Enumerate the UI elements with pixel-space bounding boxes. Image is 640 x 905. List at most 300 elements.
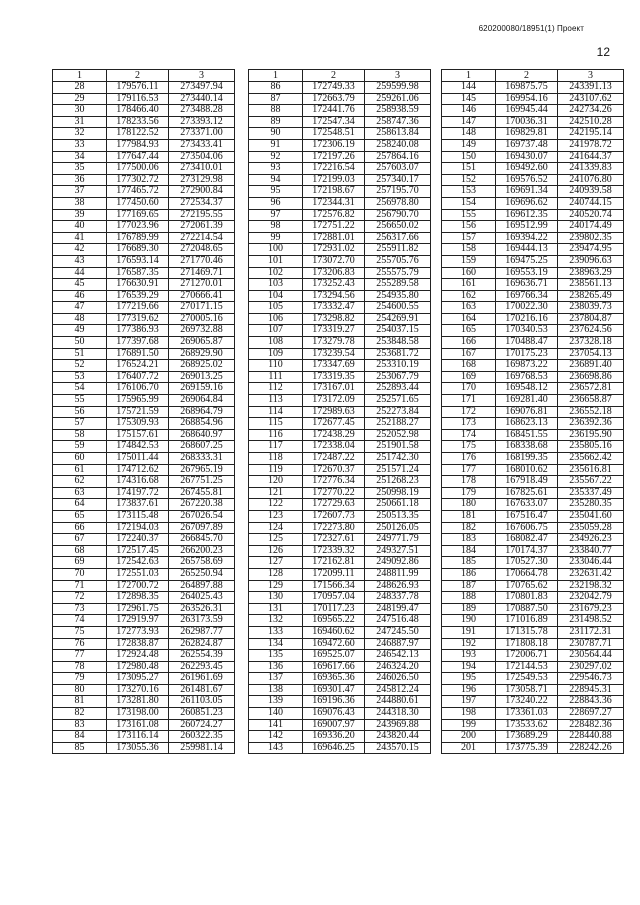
point-number-cell: 123 [249, 510, 303, 522]
point-number-cell: 178 [442, 476, 496, 488]
column-header: 1 [442, 70, 496, 82]
table-header-row [53, 70, 235, 82]
y-coordinate-cell: 267220.38 [169, 499, 235, 511]
y-coordinate-cell: 251268.23 [365, 476, 431, 488]
point-number-cell: 69 [53, 557, 107, 569]
x-coordinate-cell: 169196.36 [303, 696, 365, 708]
table-row [53, 116, 235, 128]
table-row [53, 661, 235, 673]
y-coordinate-cell: 235567.22 [558, 476, 624, 488]
y-coordinate-cell: 252571.65 [365, 395, 431, 407]
table-row [442, 673, 624, 685]
x-coordinate-cell: 171808.18 [496, 638, 558, 650]
x-coordinate-cell: 169873.22 [496, 360, 558, 372]
y-coordinate-cell: 235805.16 [558, 441, 624, 453]
y-coordinate-cell: 243570.15 [365, 742, 431, 754]
table-row [53, 279, 235, 291]
y-coordinate-cell: 236195.90 [558, 429, 624, 441]
table-row [249, 650, 431, 662]
table-row [249, 209, 431, 221]
x-coordinate-cell: 169766.34 [496, 290, 558, 302]
x-coordinate-cell: 169301.47 [303, 684, 365, 696]
table-row [249, 696, 431, 708]
table-row [53, 464, 235, 476]
table-row [442, 325, 624, 337]
y-coordinate-cell: 255289.58 [365, 279, 431, 291]
y-coordinate-cell: 246026.50 [365, 673, 431, 685]
point-number-cell: 134 [249, 638, 303, 650]
x-coordinate-cell: 173298.82 [303, 313, 365, 325]
y-coordinate-cell: 228440.88 [558, 731, 624, 743]
x-coordinate-cell: 176524.21 [107, 360, 169, 372]
x-coordinate-cell: 172881.01 [303, 232, 365, 244]
point-number-cell: 116 [249, 429, 303, 441]
x-coordinate-cell: 168010.62 [496, 464, 558, 476]
table-row [53, 592, 235, 604]
table-row [53, 650, 235, 662]
x-coordinate-cell: 173837.61 [107, 499, 169, 511]
y-coordinate-cell: 238265.49 [558, 290, 624, 302]
point-number-cell: 31 [53, 116, 107, 128]
table-row [442, 557, 624, 569]
x-coordinate-cell: 170036.31 [496, 116, 558, 128]
y-coordinate-cell: 251571.24 [365, 464, 431, 476]
point-number-cell: 95 [249, 186, 303, 198]
y-coordinate-cell: 257195.70 [365, 186, 431, 198]
point-number-cell: 101 [249, 255, 303, 267]
table-row [442, 626, 624, 638]
y-coordinate-cell: 256978.80 [365, 197, 431, 209]
x-coordinate-cell: 172547.34 [303, 116, 365, 128]
point-number-cell: 115 [249, 418, 303, 430]
table-row [442, 406, 624, 418]
y-coordinate-cell: 267097.89 [169, 522, 235, 534]
table-row [249, 139, 431, 151]
table-row [53, 209, 235, 221]
table-row [249, 510, 431, 522]
x-coordinate-cell: 172006.71 [496, 650, 558, 662]
point-number-cell: 179 [442, 487, 496, 499]
table-row [53, 290, 235, 302]
point-number-cell: 109 [249, 348, 303, 360]
table-row [249, 186, 431, 198]
table-row [442, 290, 624, 302]
table-row [249, 453, 431, 465]
point-number-cell: 94 [249, 174, 303, 186]
column-header: 3 [558, 70, 624, 82]
table-row [249, 487, 431, 499]
point-number-cell: 90 [249, 128, 303, 140]
x-coordinate-cell: 172517.45 [107, 545, 169, 557]
point-number-cell: 170 [442, 383, 496, 395]
point-number-cell: 191 [442, 626, 496, 638]
x-coordinate-cell: 176891.50 [107, 348, 169, 360]
table-row [53, 580, 235, 592]
x-coordinate-cell: 172961.75 [107, 603, 169, 615]
x-coordinate-cell: 173332.47 [303, 302, 365, 314]
point-number-cell: 59 [53, 441, 107, 453]
x-coordinate-cell: 172487.22 [303, 453, 365, 465]
y-coordinate-cell: 268929.90 [169, 348, 235, 360]
point-number-cell: 155 [442, 209, 496, 221]
y-coordinate-cell: 228697.27 [558, 708, 624, 720]
x-coordinate-cell: 172548.51 [303, 128, 365, 140]
y-coordinate-cell: 269013.25 [169, 371, 235, 383]
x-coordinate-cell: 172607.73 [303, 510, 365, 522]
table-row [442, 742, 624, 754]
point-number-cell: 140 [249, 708, 303, 720]
x-coordinate-cell: 172144.53 [496, 661, 558, 673]
coordinates-table-1 [52, 69, 235, 754]
table-row [442, 186, 624, 198]
point-number-cell: 168 [442, 360, 496, 372]
y-coordinate-cell: 241339.83 [558, 163, 624, 175]
x-coordinate-cell: 170488.47 [496, 337, 558, 349]
x-coordinate-cell: 172198.67 [303, 186, 365, 198]
table-row [442, 337, 624, 349]
y-coordinate-cell: 239802.35 [558, 232, 624, 244]
y-coordinate-cell: 237054.13 [558, 348, 624, 360]
x-coordinate-cell: 176106.70 [107, 383, 169, 395]
point-number-cell: 108 [249, 337, 303, 349]
table-header-row [442, 70, 624, 82]
y-coordinate-cell: 249092.86 [365, 557, 431, 569]
point-number-cell: 78 [53, 661, 107, 673]
y-coordinate-cell: 251742.30 [365, 453, 431, 465]
table-row [53, 534, 235, 546]
y-coordinate-cell: 252188.27 [365, 418, 431, 430]
y-coordinate-cell: 245812.24 [365, 684, 431, 696]
point-number-cell: 126 [249, 545, 303, 557]
point-number-cell: 195 [442, 673, 496, 685]
x-coordinate-cell: 168199.35 [496, 453, 558, 465]
point-number-cell: 61 [53, 464, 107, 476]
y-coordinate-cell: 258613.84 [365, 128, 431, 140]
x-coordinate-cell: 175721.59 [107, 406, 169, 418]
table-row [442, 151, 624, 163]
table-row [442, 209, 624, 221]
x-coordinate-cell: 169460.62 [303, 626, 365, 638]
table-row [442, 255, 624, 267]
table-row [249, 232, 431, 244]
point-number-cell: 136 [249, 661, 303, 673]
table-row [442, 522, 624, 534]
x-coordinate-cell: 172194.03 [107, 522, 169, 534]
table-row [53, 684, 235, 696]
point-number-cell: 43 [53, 255, 107, 267]
y-coordinate-cell: 235059.28 [558, 522, 624, 534]
y-coordinate-cell: 260322.35 [169, 731, 235, 743]
x-coordinate-cell: 172240.37 [107, 534, 169, 546]
y-coordinate-cell: 254269.91 [365, 313, 431, 325]
point-number-cell: 56 [53, 406, 107, 418]
point-number-cell: 149 [442, 139, 496, 151]
point-number-cell: 148 [442, 128, 496, 140]
table-row [249, 279, 431, 291]
table-row [249, 731, 431, 743]
column-header: 1 [53, 70, 107, 82]
x-coordinate-cell: 179116.53 [107, 93, 169, 105]
point-number-cell: 39 [53, 209, 107, 221]
y-coordinate-cell: 228843.36 [558, 696, 624, 708]
table-row [249, 592, 431, 604]
y-coordinate-cell: 268640.97 [169, 429, 235, 441]
x-coordinate-cell: 168451.55 [496, 429, 558, 441]
table-row [249, 568, 431, 580]
point-number-cell: 55 [53, 395, 107, 407]
table-row [442, 453, 624, 465]
x-coordinate-cell: 177023.96 [107, 221, 169, 233]
x-coordinate-cell: 169553.19 [496, 267, 558, 279]
point-number-cell: 85 [53, 742, 107, 754]
y-coordinate-cell: 271469.71 [169, 267, 235, 279]
y-coordinate-cell: 237624.56 [558, 325, 624, 337]
table-row [442, 244, 624, 256]
y-coordinate-cell: 251901.58 [365, 441, 431, 453]
table-row [442, 638, 624, 650]
point-number-cell: 62 [53, 476, 107, 488]
point-number-cell: 152 [442, 174, 496, 186]
table-row [53, 325, 235, 337]
table-row [249, 580, 431, 592]
table-row [249, 395, 431, 407]
point-number-cell: 137 [249, 673, 303, 685]
x-coordinate-cell: 172576.82 [303, 209, 365, 221]
y-coordinate-cell: 232198.32 [558, 580, 624, 592]
point-number-cell: 171 [442, 395, 496, 407]
y-coordinate-cell: 256790.70 [365, 209, 431, 221]
x-coordinate-cell: 173281.80 [107, 696, 169, 708]
y-coordinate-cell: 237328.18 [558, 337, 624, 349]
y-coordinate-cell: 236572.81 [558, 383, 624, 395]
point-number-cell: 163 [442, 302, 496, 314]
point-number-cell: 188 [442, 592, 496, 604]
y-coordinate-cell: 266845.70 [169, 534, 235, 546]
x-coordinate-cell: 172729.63 [303, 499, 365, 511]
x-coordinate-cell: 179576.11 [107, 82, 169, 94]
y-coordinate-cell: 272534.37 [169, 197, 235, 209]
point-number-cell: 60 [53, 453, 107, 465]
point-number-cell: 71 [53, 580, 107, 592]
point-number-cell: 154 [442, 197, 496, 209]
x-coordinate-cell: 173115.48 [107, 510, 169, 522]
x-coordinate-cell: 172670.37 [303, 464, 365, 476]
y-coordinate-cell: 272048.65 [169, 244, 235, 256]
y-coordinate-cell: 242195.14 [558, 128, 624, 140]
point-number-cell: 129 [249, 580, 303, 592]
column-header: 3 [365, 70, 431, 82]
y-coordinate-cell: 257340.17 [365, 174, 431, 186]
x-coordinate-cell: 175011.44 [107, 453, 169, 465]
y-coordinate-cell: 267751.25 [169, 476, 235, 488]
y-coordinate-cell: 263526.31 [169, 603, 235, 615]
point-number-cell: 29 [53, 93, 107, 105]
table-row [442, 696, 624, 708]
y-coordinate-cell: 264897.88 [169, 580, 235, 592]
table-row [53, 151, 235, 163]
y-coordinate-cell: 250126.05 [365, 522, 431, 534]
point-number-cell: 103 [249, 279, 303, 291]
point-number-cell: 143 [249, 742, 303, 754]
x-coordinate-cell: 176407.72 [107, 371, 169, 383]
point-number-cell: 81 [53, 696, 107, 708]
table-row [442, 163, 624, 175]
table-row [249, 418, 431, 430]
point-number-cell: 110 [249, 360, 303, 372]
y-coordinate-cell: 231498.52 [558, 615, 624, 627]
x-coordinate-cell: 169472.60 [303, 638, 365, 650]
table-row [249, 290, 431, 302]
y-coordinate-cell: 240520.74 [558, 209, 624, 221]
x-coordinate-cell: 172327.61 [303, 534, 365, 546]
point-number-cell: 52 [53, 360, 107, 372]
table-row [249, 128, 431, 140]
x-coordinate-cell: 172099.11 [303, 568, 365, 580]
table-row [442, 476, 624, 488]
y-coordinate-cell: 262293.45 [169, 661, 235, 673]
x-coordinate-cell: 170527.30 [496, 557, 558, 569]
point-number-cell: 106 [249, 313, 303, 325]
x-coordinate-cell: 167825.61 [496, 487, 558, 499]
y-coordinate-cell: 230787.71 [558, 638, 624, 650]
point-number-cell: 38 [53, 197, 107, 209]
point-number-cell: 51 [53, 348, 107, 360]
y-coordinate-cell: 232631.42 [558, 568, 624, 580]
x-coordinate-cell: 177319.62 [107, 313, 169, 325]
y-coordinate-cell: 270005.16 [169, 313, 235, 325]
point-number-cell: 180 [442, 499, 496, 511]
point-number-cell: 175 [442, 441, 496, 453]
y-coordinate-cell: 248811.99 [365, 568, 431, 580]
y-coordinate-cell: 228242.26 [558, 742, 624, 754]
y-coordinate-cell: 254037.15 [365, 325, 431, 337]
point-number-cell: 35 [53, 163, 107, 175]
y-coordinate-cell: 258747.36 [365, 116, 431, 128]
table-row [249, 221, 431, 233]
y-coordinate-cell: 249327.51 [365, 545, 431, 557]
y-coordinate-cell: 249771.79 [365, 534, 431, 546]
table-row [249, 708, 431, 720]
point-number-cell: 192 [442, 638, 496, 650]
point-number-cell: 41 [53, 232, 107, 244]
point-number-cell: 102 [249, 267, 303, 279]
table-row [249, 302, 431, 314]
x-coordinate-cell: 172663.79 [303, 93, 365, 105]
y-coordinate-cell: 240174.49 [558, 221, 624, 233]
table-row [249, 429, 431, 441]
x-coordinate-cell: 177450.60 [107, 197, 169, 209]
point-number-cell: 88 [249, 105, 303, 117]
point-number-cell: 120 [249, 476, 303, 488]
table-row [53, 696, 235, 708]
point-number-cell: 196 [442, 684, 496, 696]
x-coordinate-cell: 169696.62 [496, 197, 558, 209]
point-number-cell: 105 [249, 302, 303, 314]
page-number: 12 [596, 45, 610, 59]
x-coordinate-cell: 169076.81 [496, 406, 558, 418]
point-number-cell: 82 [53, 708, 107, 720]
x-coordinate-cell: 171566.34 [303, 580, 365, 592]
x-coordinate-cell: 173058.71 [496, 684, 558, 696]
y-coordinate-cell: 233840.77 [558, 545, 624, 557]
table-row [249, 464, 431, 476]
y-coordinate-cell: 243107.62 [558, 93, 624, 105]
table-row [249, 557, 431, 569]
point-number-cell: 153 [442, 186, 496, 198]
table-row [249, 255, 431, 267]
table-row [249, 742, 431, 754]
point-number-cell: 84 [53, 731, 107, 743]
coordinates-table-2 [248, 69, 431, 754]
x-coordinate-cell: 172344.31 [303, 197, 365, 209]
y-coordinate-cell: 273488.28 [169, 105, 235, 117]
table-row [53, 395, 235, 407]
y-coordinate-cell: 247245.50 [365, 626, 431, 638]
x-coordinate-cell: 170664.78 [496, 568, 558, 580]
column-header: 3 [169, 70, 235, 82]
x-coordinate-cell: 168082.47 [496, 534, 558, 546]
y-coordinate-cell: 236552.18 [558, 406, 624, 418]
x-coordinate-cell: 170022.30 [496, 302, 558, 314]
table-row [53, 302, 235, 314]
table-row [53, 626, 235, 638]
x-coordinate-cell: 172924.48 [107, 650, 169, 662]
x-coordinate-cell: 169954.16 [496, 93, 558, 105]
x-coordinate-cell: 176789.99 [107, 232, 169, 244]
y-coordinate-cell: 273440.14 [169, 93, 235, 105]
x-coordinate-cell: 176593.14 [107, 255, 169, 267]
table-row [442, 603, 624, 615]
table-row [442, 232, 624, 244]
point-number-cell: 199 [442, 719, 496, 731]
table-row [442, 429, 624, 441]
y-coordinate-cell: 262554.39 [169, 650, 235, 662]
y-coordinate-cell: 238561.13 [558, 279, 624, 291]
table-row [249, 244, 431, 256]
x-coordinate-cell: 177500.06 [107, 163, 169, 175]
y-coordinate-cell: 250661.18 [365, 499, 431, 511]
point-number-cell: 86 [249, 82, 303, 94]
y-coordinate-cell: 264025.43 [169, 592, 235, 604]
table-row [442, 313, 624, 325]
table-row [442, 383, 624, 395]
point-number-cell: 44 [53, 267, 107, 279]
x-coordinate-cell: 167516.47 [496, 510, 558, 522]
x-coordinate-cell: 169829.81 [496, 128, 558, 140]
x-coordinate-cell: 169512.99 [496, 221, 558, 233]
point-number-cell: 49 [53, 325, 107, 337]
y-coordinate-cell: 247516.48 [365, 615, 431, 627]
table-row [53, 197, 235, 209]
table-row [249, 638, 431, 650]
point-number-cell: 158 [442, 244, 496, 256]
y-coordinate-cell: 262824.87 [169, 638, 235, 650]
x-coordinate-cell: 170340.53 [496, 325, 558, 337]
y-coordinate-cell: 229546.73 [558, 673, 624, 685]
x-coordinate-cell: 169576.52 [496, 174, 558, 186]
point-number-cell: 40 [53, 221, 107, 233]
x-coordinate-cell: 174842.53 [107, 441, 169, 453]
x-coordinate-cell: 174712.62 [107, 464, 169, 476]
y-coordinate-cell: 235662.42 [558, 453, 624, 465]
table-row [442, 464, 624, 476]
point-number-cell: 166 [442, 337, 496, 349]
table-row [249, 441, 431, 453]
point-number-cell: 159 [442, 255, 496, 267]
point-number-cell: 77 [53, 650, 107, 662]
x-coordinate-cell: 173239.54 [303, 348, 365, 360]
table-row [249, 476, 431, 488]
